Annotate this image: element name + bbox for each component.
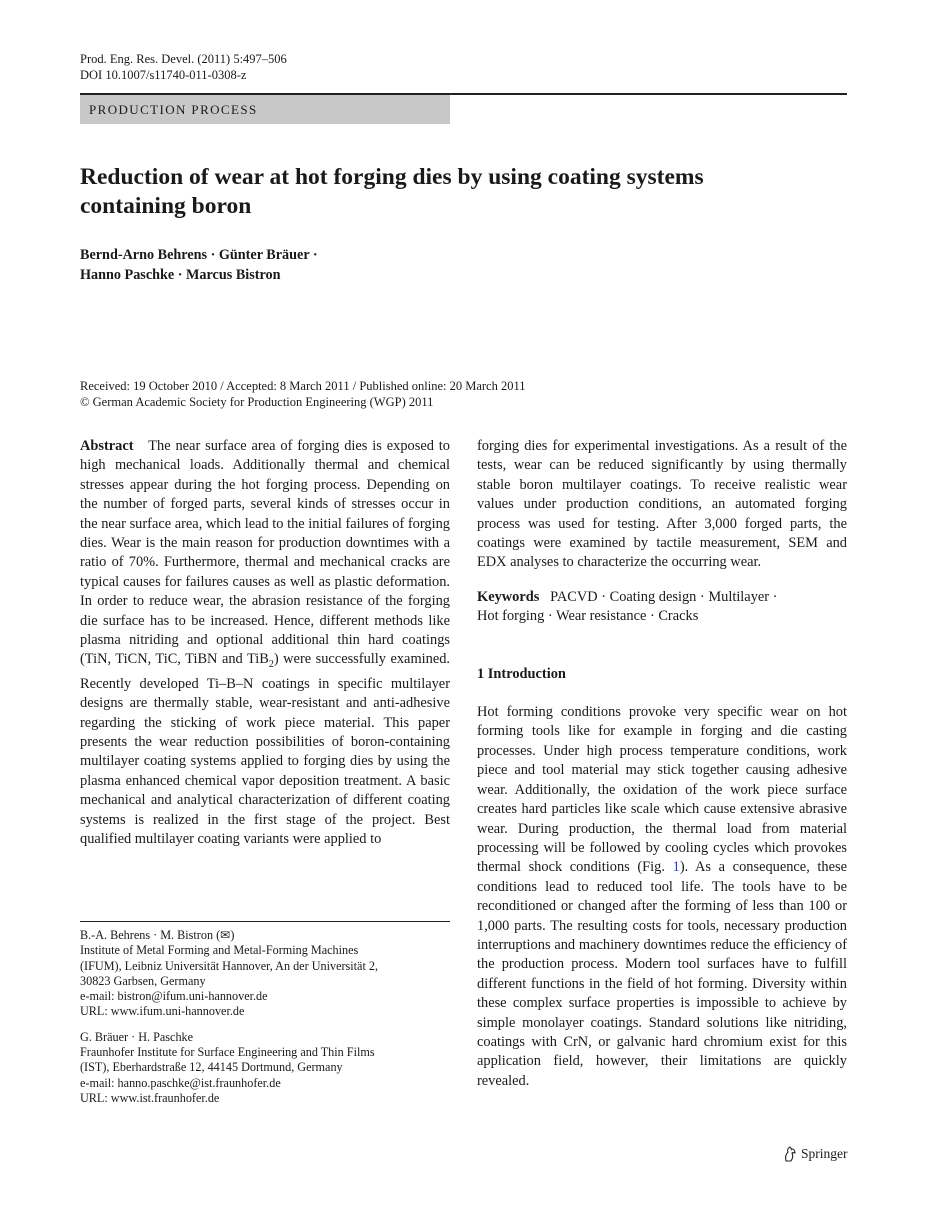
- affil-1-address-2: 30823 Garbsen, Germany: [80, 973, 206, 988]
- footnote-rule: [80, 921, 450, 922]
- affil-2-email[interactable]: e-mail: hanno.paschke@ist.fraunhofer.de: [80, 1075, 281, 1090]
- keywords-line-1: PACVD · Coating design · Multilayer ·: [550, 588, 778, 605]
- publication-dates: [80, 378, 526, 410]
- abstract-text-2: ) were successfully examined. Recently developed Ti–B–N coatings in specific multilayer designs are thermally stable, wear-resistant and anti-adhesive regarding the sticking of work piece material. This paper presents the wear reduction possibilities of boron-containing multilayer coating systems applied to forging dies by using the plasma enhanced chemical vapor deposition treatment. A basic mechanical and analytical characterization of different coating systems is realized in the first stage of the project. Best qualified multilayer coating variants were applied to: [80, 651, 451, 847]
- figure-1-link[interactable]: 1: [672, 859, 680, 876]
- title-line-1: Reduction of wear at hot forging dies by using coating systems: [80, 164, 704, 190]
- intro-text-1: Hot forming conditions provoke very specific wear on hot forming tools like for example in forging and die casting processes. Under high process temperature conditions, work piece and tool material may stick together causing adhesive wear. Additionally, the oxidation of the work piece surface creates hard particles like scale which cause extensive abrasive wear. During production, the thermal load from material processing will be followed by cooling cycles which provokes thermal shock conditions (Fig.: [477, 704, 847, 876]
- keywords-line-2: Hot forging · Wear resistance · Cracks: [477, 608, 699, 625]
- copyright-line: © German Academic Society for Production Engineering (WGP) 2011: [80, 395, 434, 409]
- section-banner-label: PRODUCTION PROCESS: [89, 102, 258, 117]
- dates-line: Received: 19 October 2010 / Accepted: 8 March 2011 / Published online: 20 March 2011: [80, 379, 526, 393]
- right-column: [477, 437, 847, 1091]
- introduction-heading: 1 Introduction: [477, 665, 566, 682]
- authors-line-2: Hanno Paschke · Marcus Bistron: [80, 267, 281, 283]
- abstract-subscript: 2: [268, 659, 274, 671]
- publisher-logo: [783, 1145, 848, 1163]
- left-column: [80, 437, 450, 849]
- affil-2-institute: Fraunhofer Institute for Surface Engineering and Thin Films: [80, 1045, 375, 1060]
- abstract-paragraph: [80, 437, 450, 849]
- affil-1-authors: B.-A. Behrens · M. Bistron (✉): [80, 928, 235, 942]
- doi-line: DOI 10.1007/s11740-011-0308-z: [80, 68, 247, 82]
- abstract-heading: Abstract: [80, 438, 134, 454]
- introduction-paragraph: [477, 703, 847, 1091]
- abstract-text-1: The near surface area of forging dies is exposed to high mechanical loads. Additionally thermal and chemical stresses appear during the hot forging process. Depending on the number of forged parts, several kinds of stresses occur in the near surface area, which lead to the initial failures of forging dies. Wear is the main reason for production downtimes with a ratio of 70%. Furthermore, thermal and mechanical cracks are typical causes for failures causes as well as plastic deformation. In order to reduce wear, the abrasion resistance of the forging die surface has to be increased. Hence, different methods like plasma nitriding and optional additional thin hard coatings (TiN, TiCN, TiC, TiBN and TiB: [80, 438, 451, 668]
- journal-citation: [80, 51, 287, 83]
- springer-horse-icon: [783, 1146, 797, 1162]
- keywords-heading: Keywords: [477, 588, 540, 605]
- affil-2-authors: G. Bräuer · H. Paschke: [80, 1029, 194, 1044]
- article-title: [80, 163, 847, 221]
- intro-text-2: ). As a consequence, these conditions lead to reduced tool life. The tools have to be reconditioned or changed after the forming of less than 100 or 1,000 parts. The resulting costs for tools, necessary production interruptions and machinery downtimes reduce the efficiency of the production process. Modern tool surfaces have to fulfill different functions in the field of hot forming. Diversity within these complex surface properties is impossible to achieve by simple monolayer coatings. Standard solutions like nitriding, coatings with CrN, or galvanic hard chromium exist for this application field, however, their limitations are quickly revealed.: [477, 859, 847, 1089]
- journal-line: Prod. Eng. Res. Devel. (2011) 5:497–506: [80, 52, 287, 66]
- authors-line-1: Bernd-Arno Behrens · Günter Bräuer ·: [80, 247, 318, 263]
- keywords: [477, 588, 847, 627]
- affil-2-url[interactable]: URL: www.ist.fraunhofer.de: [80, 1090, 220, 1105]
- title-line-2: containing boron: [80, 193, 252, 219]
- affil-1-email[interactable]: e-mail: bistron@ifum.uni-hannover.de: [80, 989, 268, 1004]
- publisher-name: Springer: [801, 1146, 848, 1161]
- author-list: [80, 245, 318, 285]
- affil-2-address: (IST), Eberhardstraße 12, 44145 Dortmund, Germany: [80, 1060, 343, 1075]
- section-banner: [80, 95, 450, 124]
- affil-1-address-1: (IFUM), Leibniz Universität Hannover, An der Universität 2,: [80, 958, 379, 973]
- affil-1-url[interactable]: URL: www.ifum.uni-hannover.de: [80, 1004, 245, 1019]
- affil-1-institute: Institute of Metal Forming and Metal-Forming Machines: [80, 943, 359, 958]
- affiliations: [80, 928, 450, 1106]
- abstract-continuation: forging dies for experimental investigations. As a result of the tests, wear can be reduced significantly by using thermally stable boron multilayer coatings. To receive realistic wear values under production conditions, an automated forging process was used for testing. After 3,000 forged parts, the coatings were examined by tactile measurement, SEM and EDX analyses to characterize the occurring wear.: [477, 438, 847, 571]
